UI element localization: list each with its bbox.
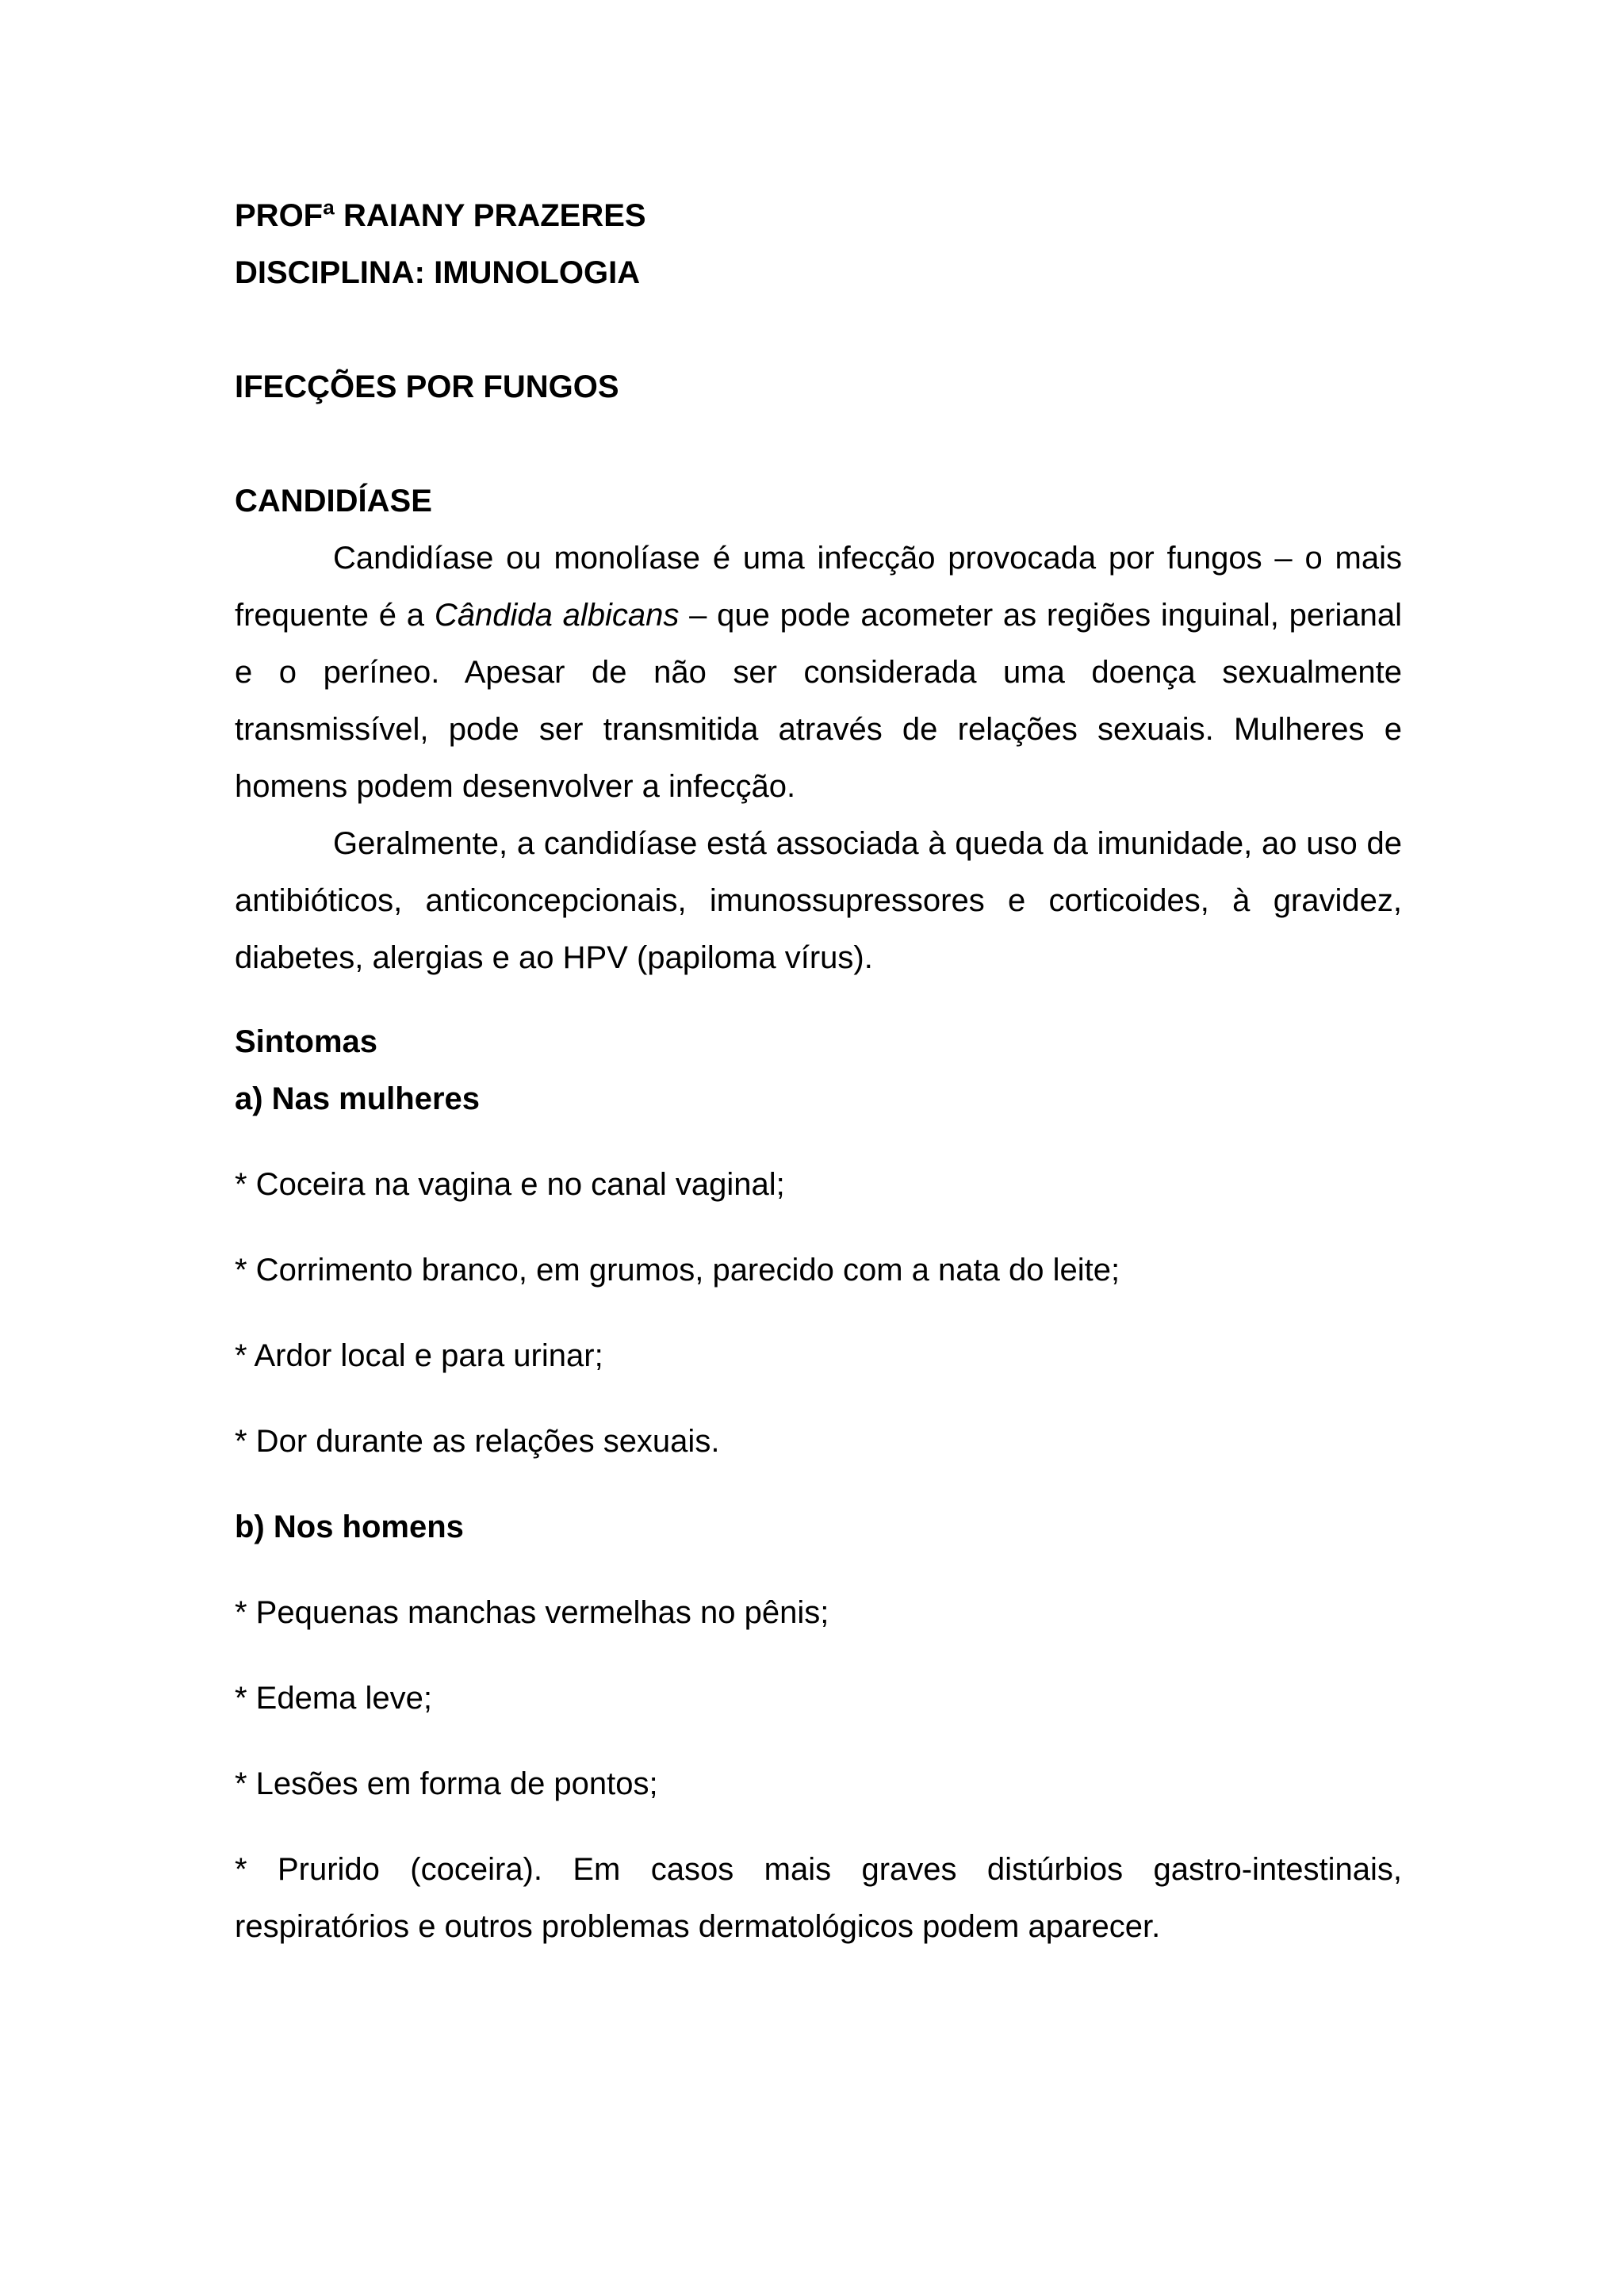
spacer (235, 1213, 1402, 1242)
list-item-men-1: * Pequenas manchas vermelhas no pênis; (235, 1595, 829, 1630)
spacer (235, 986, 1402, 1013)
spacer (235, 1641, 1402, 1670)
list-item-men-2: * Edema leve; (235, 1681, 433, 1716)
spacer (235, 1812, 1402, 1841)
spacer (235, 1299, 1402, 1327)
subsection-title: CANDIDÍASE (235, 484, 432, 519)
spacer (235, 1127, 1402, 1156)
spacer (235, 1384, 1402, 1413)
professor-name: PROFª RAIANY PRAZERES (235, 198, 646, 233)
list-item-women-1: * Coceira na vagina e no canal vaginal; (235, 1167, 785, 1202)
spacer (235, 1727, 1402, 1755)
paragraph-definition-text-after: – que pode acometer as regiões inguinal, perianal e o períneo. Apesar de não ser considerada uma doença sexualmente transmissível, pode ser transmitida através de relações sexuais. Mulheres e homens podem desenvolver a infecção. (235, 598, 1402, 804)
symptoms-title: Sintomas (235, 1024, 378, 1059)
section-title: IFECÇÕES POR FUNGOS (235, 369, 619, 404)
species-name: Cândida albicans (434, 598, 680, 633)
spacer (235, 415, 1402, 473)
list-item-women-4: * Dor durante as relações sexuais. (235, 1424, 720, 1459)
spacer (235, 301, 1402, 358)
list-item-women-2: * Corrimento branco, em grumos, parecido com a nata do leite; (235, 1253, 1120, 1288)
paragraph-causes: Geralmente, a candidíase está associada à queda da imunidade, ao uso de antibióticos, anticoncepcionais, imunossupressores e corticoides, à gravidez, diabetes, alergias e ao HPV (papiloma vírus). (235, 826, 1402, 975)
document-content (235, 187, 1402, 1955)
list-item-women-3: * Ardor local e para urinar; (235, 1338, 603, 1373)
spacer (235, 1556, 1402, 1584)
spacer (235, 1470, 1402, 1498)
symptoms-women-title: a) Nas mulheres (235, 1081, 481, 1116)
symptoms-men-title: b) Nos homens (235, 1510, 464, 1544)
paragraph-definition (235, 530, 1402, 815)
list-item-men-3: * Lesões em forma de pontos; (235, 1766, 658, 1801)
list-item-men-4: * Prurido (coceira). Em casos mais graves distúrbios gastro-intestinais, respiratórios e outros problemas dermatológicos podem aparecer. (235, 1852, 1402, 1944)
paragraph-definition-text-before: Candidíase ou monolíase é uma infecção provocada por fungos – o mais frequente é a (235, 541, 1402, 633)
discipline-name: DISCIPLINA: IMUNOLOGIA (235, 255, 641, 290)
